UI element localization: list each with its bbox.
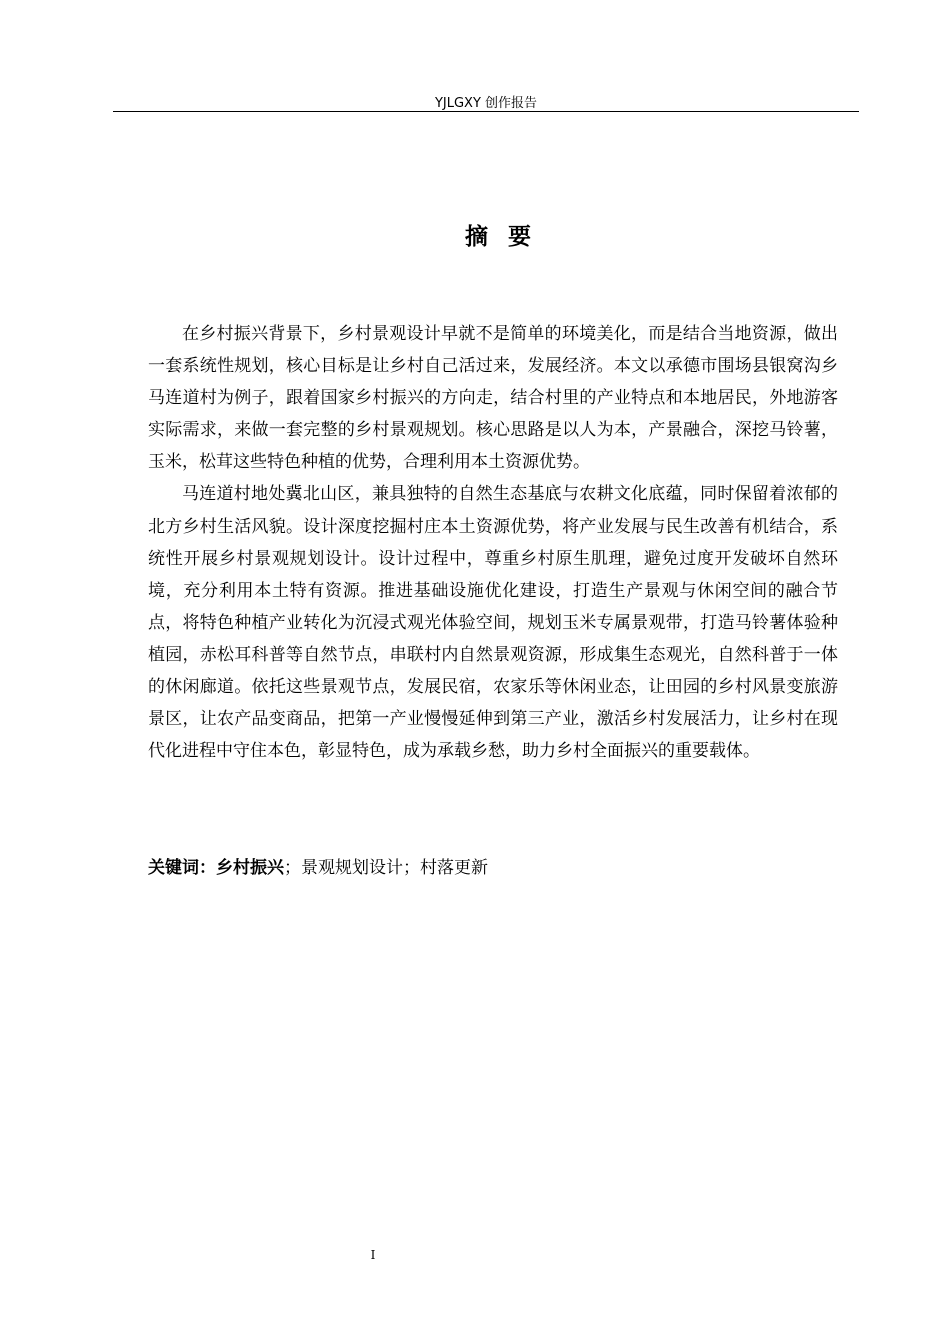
abstract-paragraph-2: 马连道村地处冀北山区，兼具独特的自然生态基底与农耕文化底蕴，同时保留着浓郁的北方乡村生活风貌。设计深度挖掘村庄本土资源优势，将产业发展与民生改善有机结合，系统性开展乡村景观规划设计。设计过程中，尊重乡村原生肌理，避免过度开发破坏自然环境，充分利用本土特有资源。推进基础设施优化建设，打造生产景观与休闲空间的融合节点，将特色种植产业转化为沉浸式观光体验空间，规划玉米专属景观带，打造马铃薯体验种植园，赤松耳科普等自然节点，串联村内自然景观资源，形成集生态观光，自然科普于一体的休闲廊道。依托这些景观节点，发展民宿，农家乐等休闲业态，让田园的乡村风景变旅游景区，让农产品变商品，把第一产业慢慢延伸到第三产业，激活乡村发展活力，让乡村在现代化进程中守住本色，彰显特色，成为承载乡愁，助力乡村全面振兴的重要载体。 [148,484,838,762]
abstract-title: 摘要 [465,224,551,250]
keyword-primary: 乡村振兴 [216,858,284,878]
header-rule [113,111,859,112]
abstract-paragraph-1: 在乡村振兴背景下，乡村景观设计早就不是简单的环境美化，而是结合当地资源，做出一套系统性规划，核心目标是让乡村自己活过来，发展经济。本文以承德市围场县银窝沟乡马连道村为例子，跟着国家乡村振兴的方向走，结合村里的产业特点和本地居民，外地游客实际需求，来做一套完整的乡村景观规划。核心思路是以人为本，产景融合，深挖马铃薯，玉米，松茸这些特色种植的优势，合理利用本土资源优势。 [148,324,838,473]
keywords-label: 关键词： [148,858,216,878]
abstract-body [148,318,838,767]
running-header: YJLGXY 创作报告 [434,96,538,111]
keywords-rest: ；景观规划设计；村落更新 [284,858,488,878]
keywords-line [148,856,838,880]
page-number: I [370,1248,376,1262]
